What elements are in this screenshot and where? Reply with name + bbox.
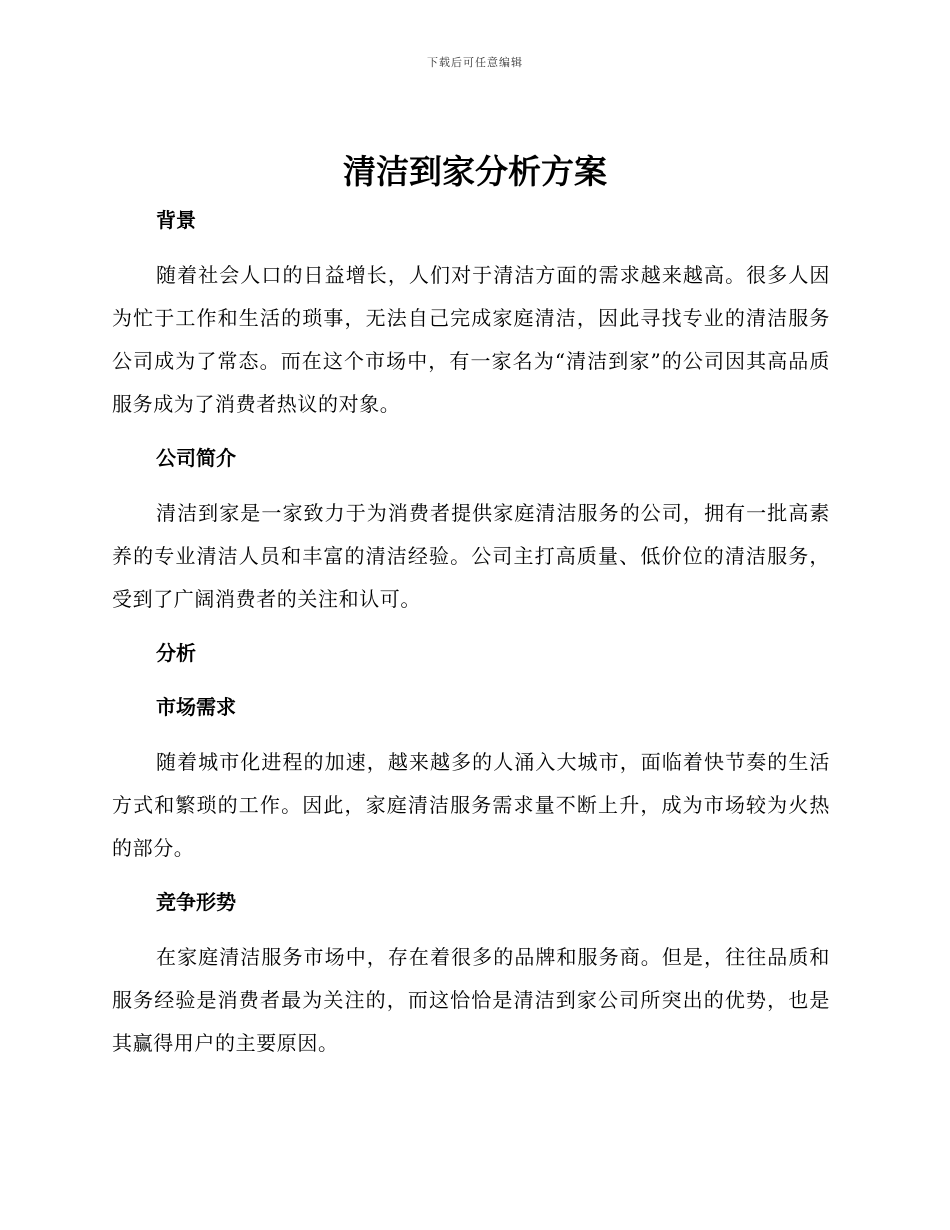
section-heading: 背景 bbox=[156, 208, 196, 232]
section-heading: 分析 bbox=[156, 641, 196, 665]
section-paragraph: 随着社会人口的日益增长，人们对于清洁方面的需求越来越高。很多人因为忙于工作和生活的琐事，无法自己完成家庭清洁，因此寻找专业的清洁服务公司成为了常态。而在这个市场中，有一家名为“清洁到家”的公司因其高品质服务成为了消费者热议的对象。 bbox=[112, 263, 830, 416]
section-paragraph: 在家庭清洁服务市场中，存在着很多的品牌和服务商。但是，往往品质和服务经验是消费者最为关注的，而这恰恰是清洁到家公司所突出的优势，也是其赢得用户的主要原因。 bbox=[112, 945, 830, 1055]
document-body bbox=[112, 198, 830, 1065]
section-paragraph: 随着城市化进程的加速，越来越多的人涌入大城市，面临着快节奏的生活方式和繁琐的工作。因此，家庭清洁服务需求量不断上升，成为市场较为火热的部分。 bbox=[112, 750, 830, 860]
section-heading: 竞争形势 bbox=[156, 890, 236, 914]
page-header-note: 下载后可任意编辑 bbox=[427, 56, 523, 69]
section-paragraph: 清洁到家是一家致力于为消费者提供家庭清洁服务的公司，拥有一批高素养的专业清洁人员和丰富的清洁经验。公司主打高质量、低价位的清洁服务，受到了广阔消费者的关注和认可。 bbox=[112, 501, 830, 611]
section-heading: 公司简介 bbox=[156, 446, 236, 470]
section-company-intro bbox=[112, 436, 830, 631]
document-title: 清洁到家分析方案 bbox=[343, 152, 607, 191]
section-market-demand bbox=[112, 685, 830, 880]
section-heading: 市场需求 bbox=[156, 695, 236, 719]
section-competition bbox=[112, 880, 830, 1065]
section-analysis bbox=[112, 631, 830, 685]
section-background bbox=[112, 198, 830, 436]
